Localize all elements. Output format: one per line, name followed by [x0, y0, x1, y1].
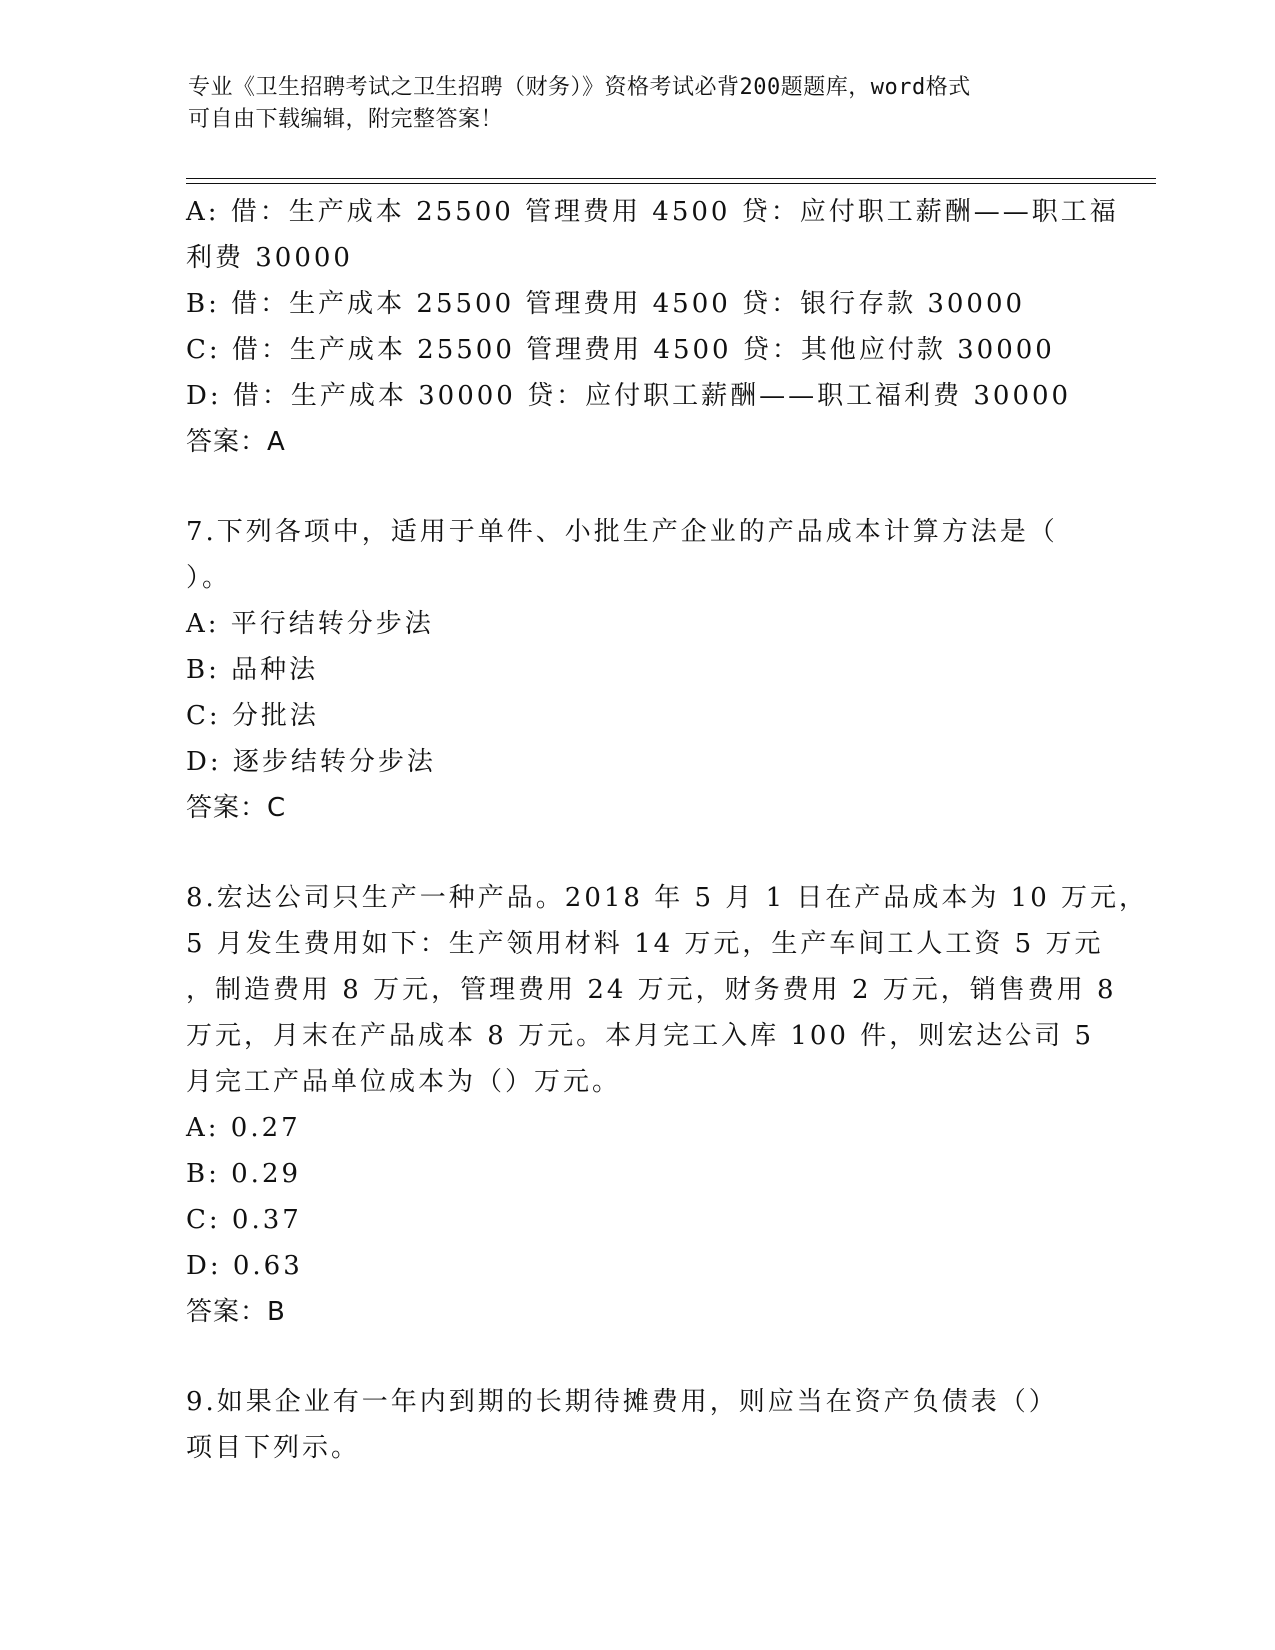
question-text-line-2: ）。	[186, 563, 232, 593]
question-7	[186, 509, 1086, 831]
question-text-line-2: 项目下列示。	[186, 1433, 361, 1463]
question-text-line-1: 9.如果企业有一年内到期的长期待摊费用，则应当在资产负债表（）	[186, 1387, 1058, 1417]
question-6	[186, 189, 1119, 465]
option-a-line-1: A: 借：生产成本 25500 管理费用 4500 贷：应付职工薪酬——职工福	[186, 197, 1119, 227]
answer: 答案：A	[186, 427, 286, 457]
header-line-1: 专业《卫生招聘考试之卫生招聘（财务）》资格考试必背200题题库，word格式	[188, 75, 971, 100]
header-divider-bottom	[186, 183, 1156, 184]
question-9	[186, 1379, 1086, 1471]
option-d: D: 借：生产成本 30000 贷：应付职工薪酬——职工福利费 30000	[186, 381, 1072, 411]
document-header	[188, 72, 1068, 136]
spacer	[186, 465, 1086, 509]
answer: 答案：C	[186, 793, 287, 823]
option-d: D: 逐步结转分步法	[186, 747, 436, 777]
option-b: B: 借：生产成本 25500 管理费用 4500 贷：银行存款 30000	[186, 289, 1026, 319]
option-a: A: 平行结转分步法	[186, 609, 434, 639]
header-divider-top	[186, 178, 1156, 179]
question-text-line-5: 月完工产品单位成本为（）万元。	[186, 1067, 622, 1097]
question-list	[186, 189, 1148, 1471]
option-b: B: 品种法	[186, 655, 319, 685]
question-text-line-1: 7.下列各项中，适用于单件、小批生产企业的产品成本计算方法是（	[186, 517, 1058, 547]
answer: 答案：B	[186, 1297, 286, 1327]
header-line-2: 可自由下载编辑，附完整答案！	[188, 107, 504, 132]
spacer	[186, 831, 1086, 875]
option-a-line-2: 利费 30000	[186, 243, 353, 273]
question-text-line-1: 8.宏达公司只生产一种产品。2018 年 5 月 1 日在产品成本为 10 万元，	[186, 883, 1148, 913]
option-c: C: 分批法	[186, 701, 319, 731]
question-text-line-2: 5 月发生费用如下：生产领用材料 14 万元，生产车间工人工资 5 万元	[186, 929, 1104, 959]
option-d: D: 0.63	[186, 1251, 303, 1281]
question-text-line-4: 万元，月末在产品成本 8 万元。本月完工入库 100 件，则宏达公司 5	[186, 1021, 1095, 1051]
option-a: A: 0.27	[186, 1113, 301, 1143]
question-8	[186, 875, 1148, 1335]
option-b: B: 0.29	[186, 1159, 302, 1189]
question-text-line-3: ，制造费用 8 万元，管理费用 24 万元，财务费用 2 万元，销售费用 8	[186, 975, 1117, 1005]
option-c: C: 0.37	[186, 1205, 302, 1235]
option-c: C: 借：生产成本 25500 管理费用 4500 贷：其他应付款 30000	[186, 335, 1055, 365]
spacer	[186, 1335, 1086, 1379]
